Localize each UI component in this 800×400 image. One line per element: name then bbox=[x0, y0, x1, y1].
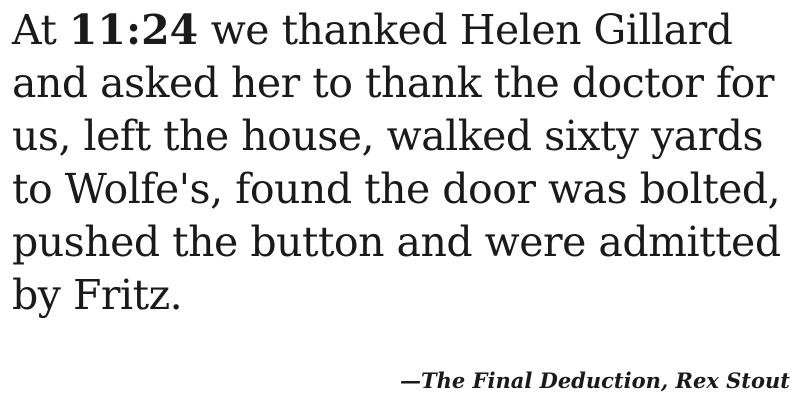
attribution bbox=[400, 366, 790, 396]
book-title: The Final Deduction bbox=[420, 368, 661, 393]
quote-prefix: At bbox=[12, 6, 69, 54]
attribution-separator: , bbox=[660, 368, 676, 393]
author-name: Rex Stout bbox=[675, 368, 790, 393]
quote-body: we thanked Helen Gillard and asked her to thank the doctor for us, left the house, walked sixty yards to Wolfe's, found the door was bolted, pushed the button and were admitted by Fritz. bbox=[12, 6, 781, 319]
quote-text bbox=[12, 4, 792, 322]
quote-time: 11:24 bbox=[68, 6, 199, 54]
attribution-dash: — bbox=[399, 368, 421, 393]
